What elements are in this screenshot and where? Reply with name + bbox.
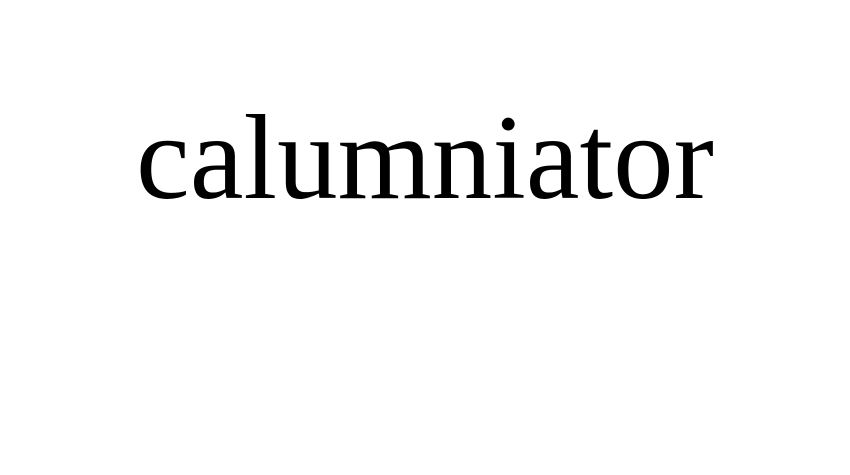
displayed-word: calumniator bbox=[136, 91, 714, 225]
